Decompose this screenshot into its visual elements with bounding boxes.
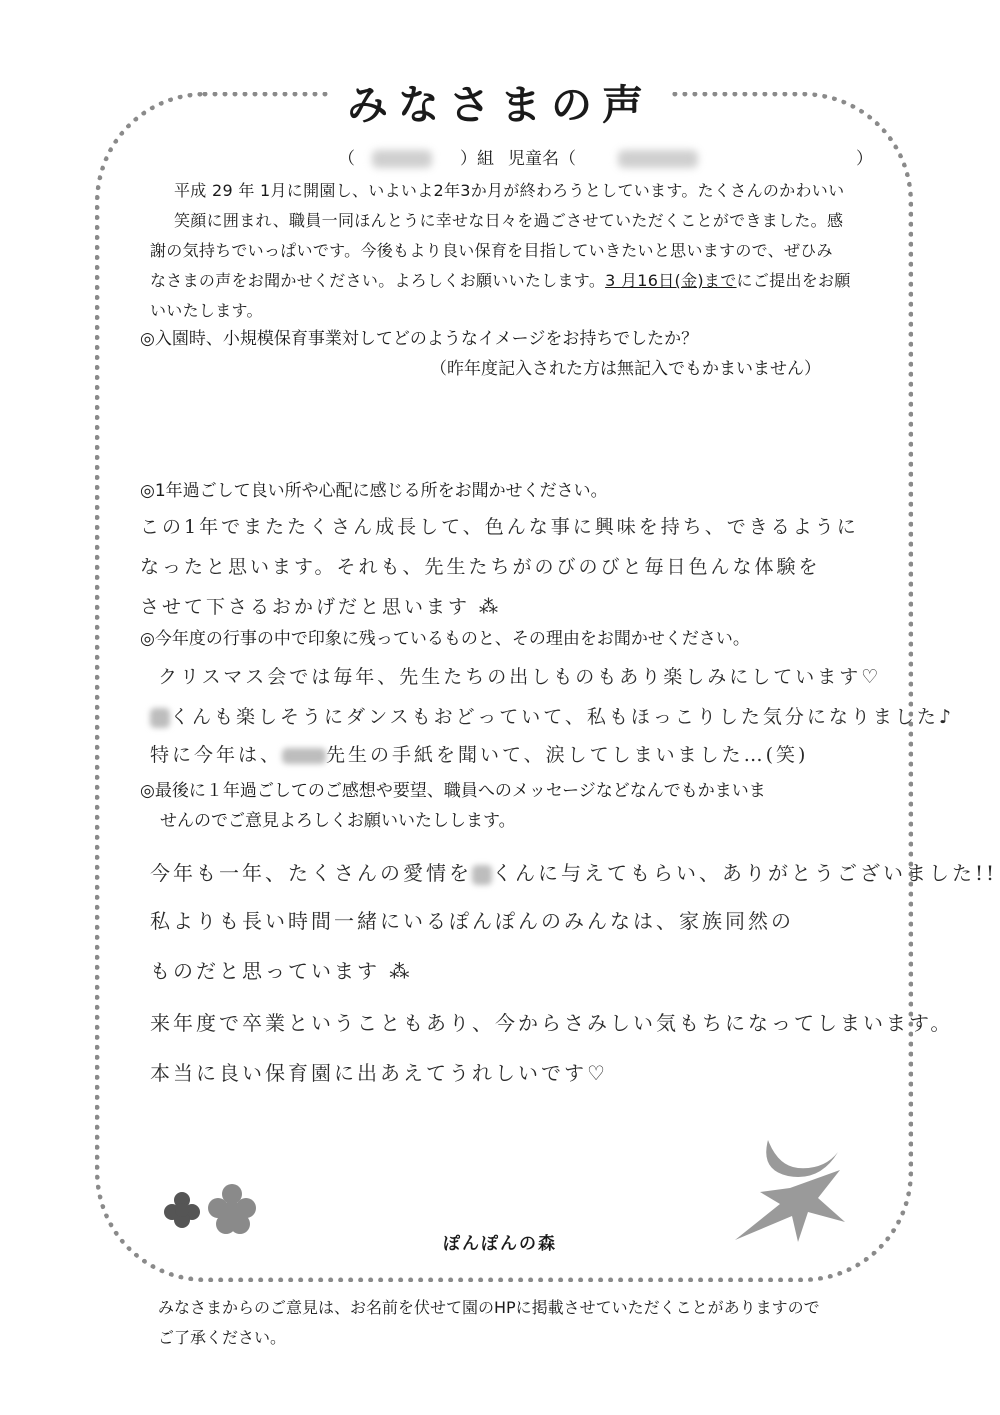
redacted-class-name	[372, 150, 432, 168]
redacted-teacher-name	[282, 748, 326, 764]
redacted-name	[472, 865, 492, 885]
answer-2-line-1: この1年でまたたくさん成長して、色んな事に興味を持ち、できるように	[140, 516, 859, 538]
footer-note-line-2: ご了承ください。	[158, 1328, 287, 1347]
answer-3-line-1: クリスマス会では毎年、先生たちの出しものもあり楽しみにしています♡	[158, 666, 882, 688]
question-2: ◎1年過ごして良い所や心配に感じる所をお聞かせください。	[140, 481, 608, 501]
child-close-paren: ）	[856, 149, 873, 169]
intro-paragraph	[150, 176, 890, 326]
redacted-child-name	[618, 150, 698, 168]
class-name-line	[330, 146, 873, 172]
question-4-line-1: ◎最後に１年過ごしてのご感想や要望、職員へのメッセージなどなんでもかまいま	[140, 781, 766, 801]
intro-line-1: 平成 29 年 1月に開園し、いよいよ2年3か月が終わろうとしています。たくさんのかわいい	[174, 181, 845, 200]
answer-4-line-4: 来年度で卒業ということもあり、今からさみしい気もちになってしまいます。	[150, 1011, 954, 1035]
nursery-logo: ぽんぽんの森	[0, 1229, 1000, 1254]
class-label: ）組	[460, 149, 494, 169]
intro-line-3: 謝の気持ちでいっぱいです。今後もより良い保育を目指していきたいと思いますので、ぜひみ	[150, 241, 833, 260]
answer-3-line-2: くんも楽しそうにダンスもおどっていて、私もほっこりした気分になりました♪	[150, 702, 954, 732]
answer-4-line-5: 本当に良い保育園に出あえてうれしいです♡	[150, 1061, 608, 1085]
intro-line-2: 笑顔に囲まれ、職員一同ほんとうに幸せな日々を過ごさせていただくことができました。感	[174, 211, 844, 230]
class-open-paren: （	[338, 149, 355, 169]
answer-2-line-3: させて下さるおかげだと思います ⁂	[140, 596, 502, 618]
deadline-date: 3 月16日(金)まで	[605, 271, 737, 290]
question-4-line-2: せんのでご意見よろしくお願いいたしします。	[160, 811, 516, 831]
intro-line-5: いいたします。	[150, 301, 263, 320]
redacted-name	[150, 708, 170, 728]
answer-2-line-2: なったと思います。それも、先生たちがのびのびと毎日色んな体験を	[140, 556, 821, 578]
intro-line-4: なさまの声をお聞かせください。よろしくお願いいたします。3 月16日(金)までにご提出をお願	[150, 271, 851, 290]
footer-note-line-1: みなさまからのご意見は、お名前を伏せて園のHPに掲載させていただくことがありますので	[158, 1298, 820, 1317]
question-1-note: （昨年度記入された方は無記入でもかまいません）	[430, 359, 821, 379]
answer-4-line-1: 今年も一年、たくさんの愛情を くんに与えてもらい、ありがとうございました!!	[150, 861, 998, 885]
question-1: ◎入園時、小規模保育事業対してどのようなイメージをお持ちでしたか？	[140, 329, 699, 349]
footer-note	[158, 1293, 878, 1353]
child-name-label: 児童名（	[508, 149, 576, 169]
answer-4-line-2: 私よりも長い時間一緒にいるぽんぽんのみんなは、家族同然の	[150, 909, 794, 933]
form-title: みなさまの声	[0, 80, 1000, 130]
answer-3-line-3: 特に今年は、 先生の手紙を聞いて、涙してしまいました…(笑)	[150, 744, 809, 766]
answer-4-line-3: ものだと思っています ⁂	[150, 959, 413, 983]
question-3: ◎今年度の行事の中で印象に残っているものと、その理由をお聞かせください。	[140, 629, 750, 649]
